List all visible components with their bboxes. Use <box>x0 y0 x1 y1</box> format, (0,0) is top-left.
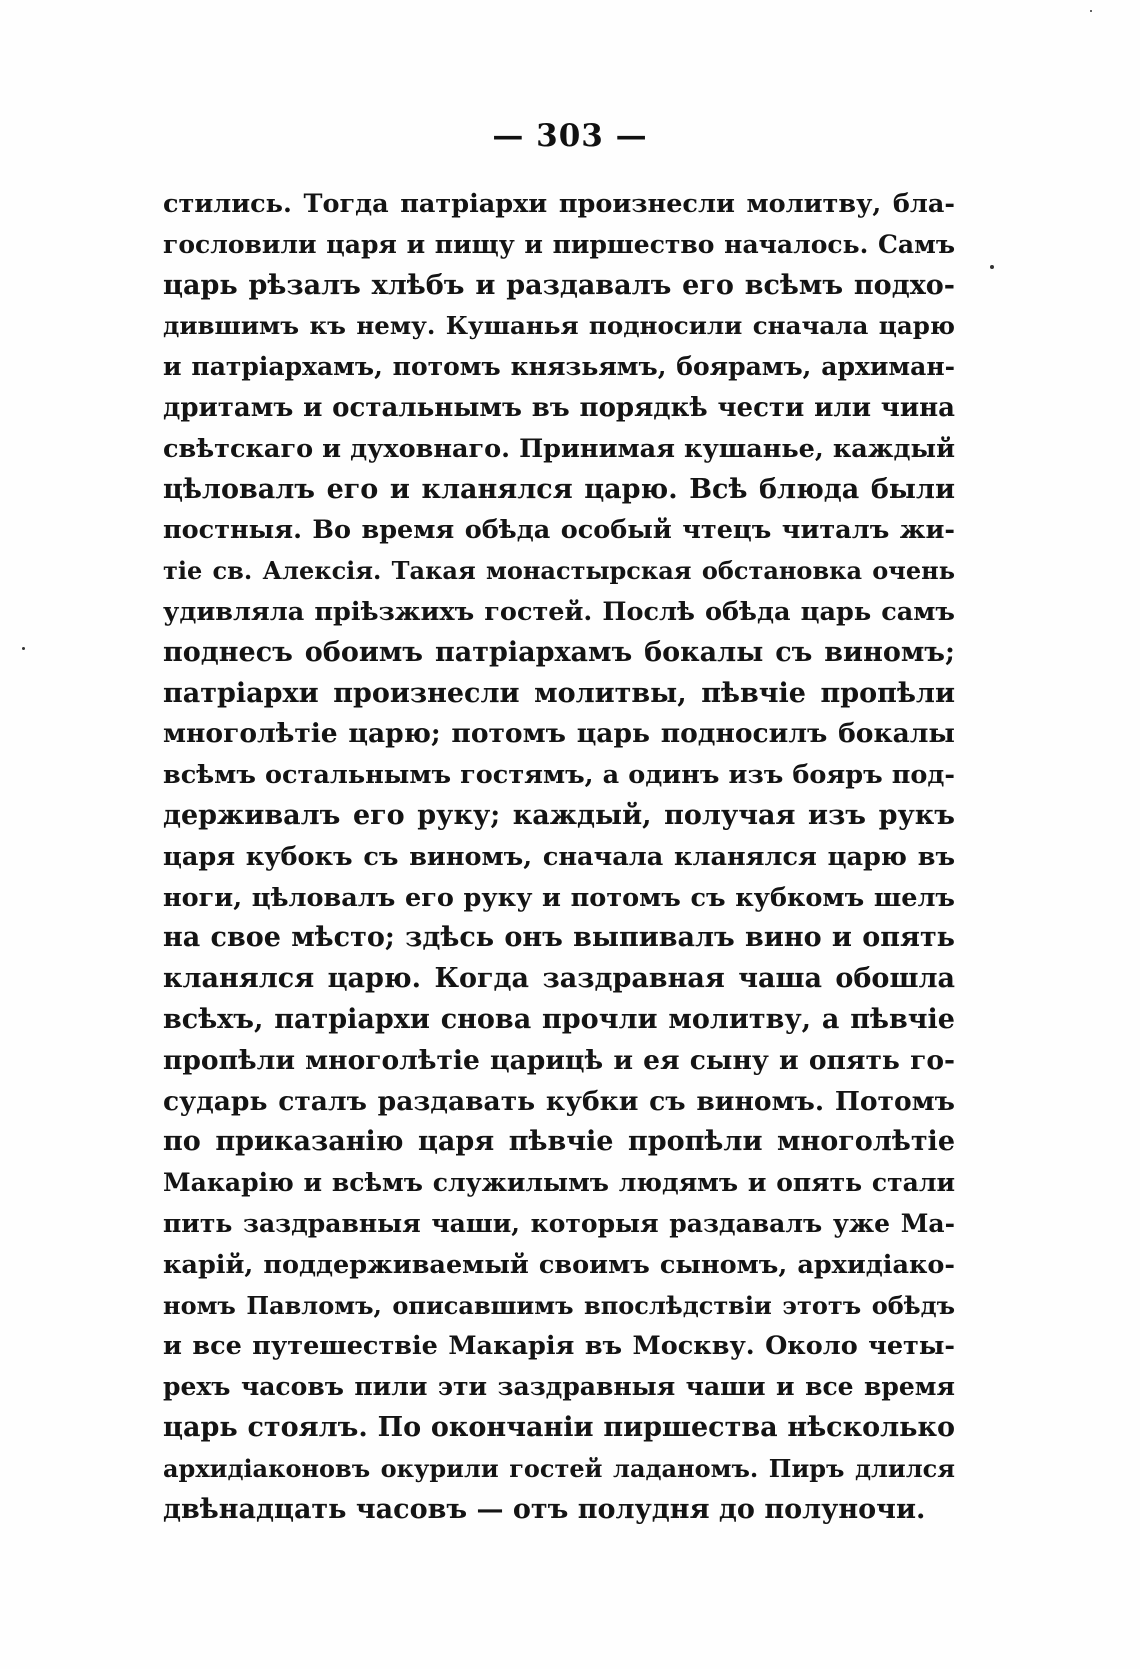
text-line: на свое мѣсто; здѣсь онъ выпивалъ вино и опять <box>163 922 955 954</box>
text-line: тіе св. Алексія. Такая монастырская обстановка очень <box>163 556 955 586</box>
text-line: держивалъ его руку; каждый, получая изъ рукъ <box>163 799 955 831</box>
text-line: двѣнадцать часовъ — отъ полудня до полуночи. <box>163 1493 926 1525</box>
text-line: пить заздравныя чаши, которыя раздавалъ уже Ма- <box>163 1208 955 1238</box>
page-number: — 303 — <box>492 118 648 154</box>
text-line: ноги, цѣловалъ его руку и потомъ съ кубкомъ шелъ <box>163 882 955 913</box>
text-line: по приказанію царя пѣвчіе пропѣли многолѣтіе <box>163 1126 955 1158</box>
scan-speck <box>1090 10 1092 12</box>
text-line: царь рѣзалъ хлѣбъ и раздавалъ его всѣмъ подхо- <box>163 269 955 301</box>
text-line: сударь сталъ раздавать кубки съ виномъ. Потомъ <box>163 1085 955 1117</box>
text-line: кланялся царю. Когда заздравная чаша обошла <box>163 963 955 995</box>
text-line: Макарію и всѣмъ служилымъ людямъ и опять стали <box>163 1168 955 1198</box>
text-line: стились. Тогда патріархи произнесли молитву, бла- <box>163 189 955 219</box>
text-line: удивляла пріѣзжихъ гостей. Послѣ обѣда царь самъ <box>163 596 955 627</box>
text-line: рехъ часовъ пили эти заздравныя чаши и все время <box>163 1372 955 1402</box>
text-line: царя кубокъ съ виномъ, сначала кланялся царю въ <box>163 841 955 872</box>
text-line: всѣмъ остальнымъ гостямъ, а одинъ изъ бояръ под- <box>163 760 955 791</box>
text-line: гословили царя и пищу и пиршество началось. Самъ <box>163 229 955 259</box>
text-line: архидіаконовъ окурили гостей ладаномъ. Пиръ длился <box>163 1453 955 1483</box>
text-line: свѣтскаго и духовнаго. Принимая кушанье, каждый <box>163 433 955 464</box>
text-line: многолѣтіе царю; потомъ царь подносилъ бокалы <box>163 718 955 750</box>
text-line: дритамъ и остальнымъ въ порядкѣ чести или чина <box>163 392 955 423</box>
body-text <box>163 184 955 1530</box>
text-line: цѣловалъ его и кланялся царю. Всѣ блюда были <box>163 473 955 505</box>
text-line: всѣхъ, патріархи снова прочли молитву, а пѣвчіе <box>163 1003 955 1035</box>
scan-speck <box>22 647 25 650</box>
scan-speck <box>990 265 994 269</box>
text-line: поднесъ обоимъ патріархамъ бокалы съ виномъ; <box>163 636 955 668</box>
text-line: дившимъ къ нему. Кушанья подносили сначала царю <box>163 311 955 341</box>
text-line: пропѣли многолѣтіе царицѣ и ея сыну и опять го- <box>163 1044 955 1076</box>
text-line: и патріархамъ, потомъ князьямъ, боярамъ, архиман- <box>163 352 955 382</box>
text-line: номъ Павломъ, описавшимъ впослѣдствіи этотъ обѣдъ <box>163 1290 955 1320</box>
text-line: постныя. Во время обѣда особый чтецъ читалъ жи- <box>163 515 955 546</box>
text-line: царь стоялъ. По окончаніи пиршества нѣсколько <box>163 1411 955 1443</box>
text-line: карій, поддерживаемый своимъ сыномъ, архидіако- <box>163 1249 955 1280</box>
text-line: и все путешествіе Макарія въ Москву. Около четы- <box>163 1331 955 1362</box>
text-line: патріархи произнесли молитвы, пѣвчіе пропѣли <box>163 677 955 709</box>
